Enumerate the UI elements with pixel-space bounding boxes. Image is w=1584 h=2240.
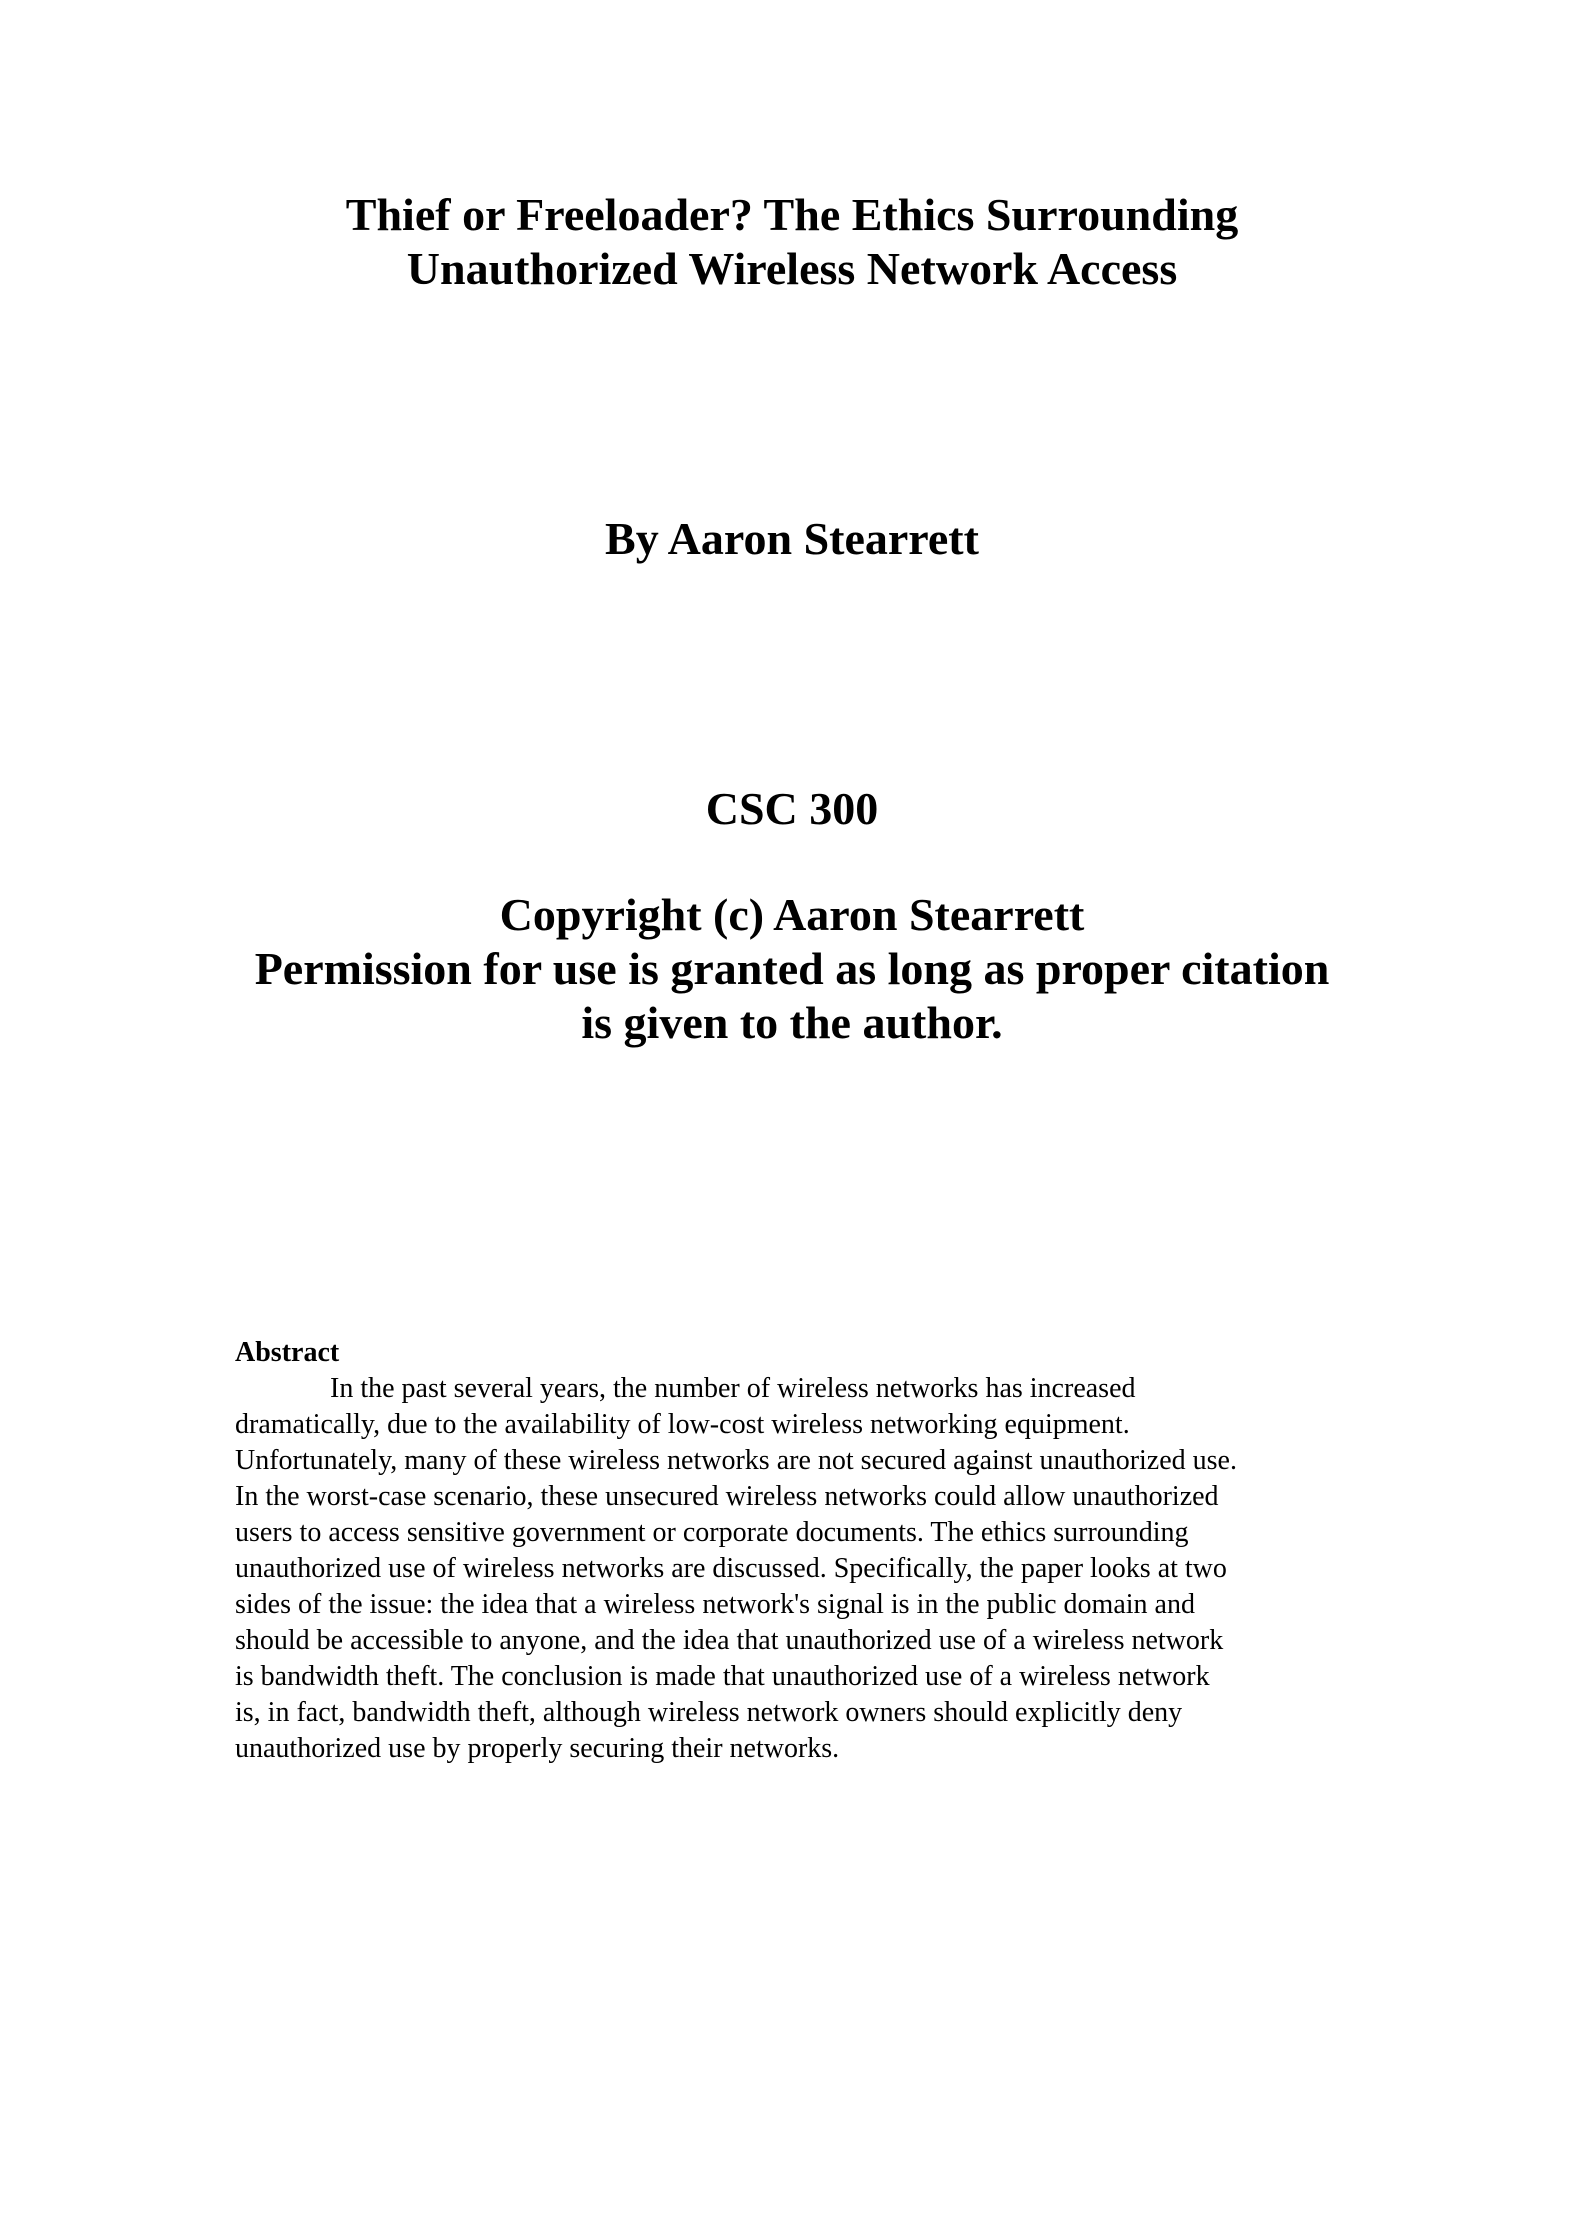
abstract-line: In the worst-case scenario, these unsecured wireless networks could allow unauthorized <box>235 1481 1219 1512</box>
abstract-line: should be accessible to anyone, and the idea that unauthorized use of a wireless network <box>235 1625 1224 1656</box>
abstract-heading: Abstract <box>235 1337 340 1368</box>
abstract-line: is bandwidth theft. The conclusion is made that unauthorized use of a wireless network <box>235 1661 1210 1692</box>
abstract-line: In the past several years, the number of wireless networks has increased <box>330 1373 1136 1404</box>
abstract-line: users to access sensitive government or corporate documents. The ethics surrounding <box>235 1517 1189 1548</box>
copyright-line-2: Permission for use is granted as long as proper citation <box>254 943 1330 994</box>
abstract-line: Unfortunately, many of these wireless networks are not secured against unauthorized use. <box>235 1445 1237 1476</box>
abstract-line: unauthorized use by properly securing their networks. <box>235 1733 840 1764</box>
abstract-line: sides of the issue: the idea that a wireless network's signal is in the public domain and <box>235 1589 1195 1620</box>
author-byline: By Aaron Stearrett <box>605 513 979 564</box>
course-code: CSC 300 <box>705 783 879 834</box>
abstract-line: unauthorized use of wireless networks are discussed. Specifically, the paper looks at two <box>235 1553 1227 1584</box>
paper-title-line-2: Unauthorized Wireless Network Access <box>406 243 1178 294</box>
paper-title-line-1: Thief or Freeloader? The Ethics Surrounding <box>345 189 1239 240</box>
copyright-line-1: Copyright (c) Aaron Stearrett <box>499 889 1085 940</box>
abstract-line: is, in fact, bandwidth theft, although wireless network owners should explicitly deny <box>235 1697 1183 1728</box>
abstract-line: dramatically, due to the availability of low-cost wireless networking equipment. <box>235 1409 1130 1440</box>
copyright-line-3: is given to the author. <box>581 997 1003 1048</box>
